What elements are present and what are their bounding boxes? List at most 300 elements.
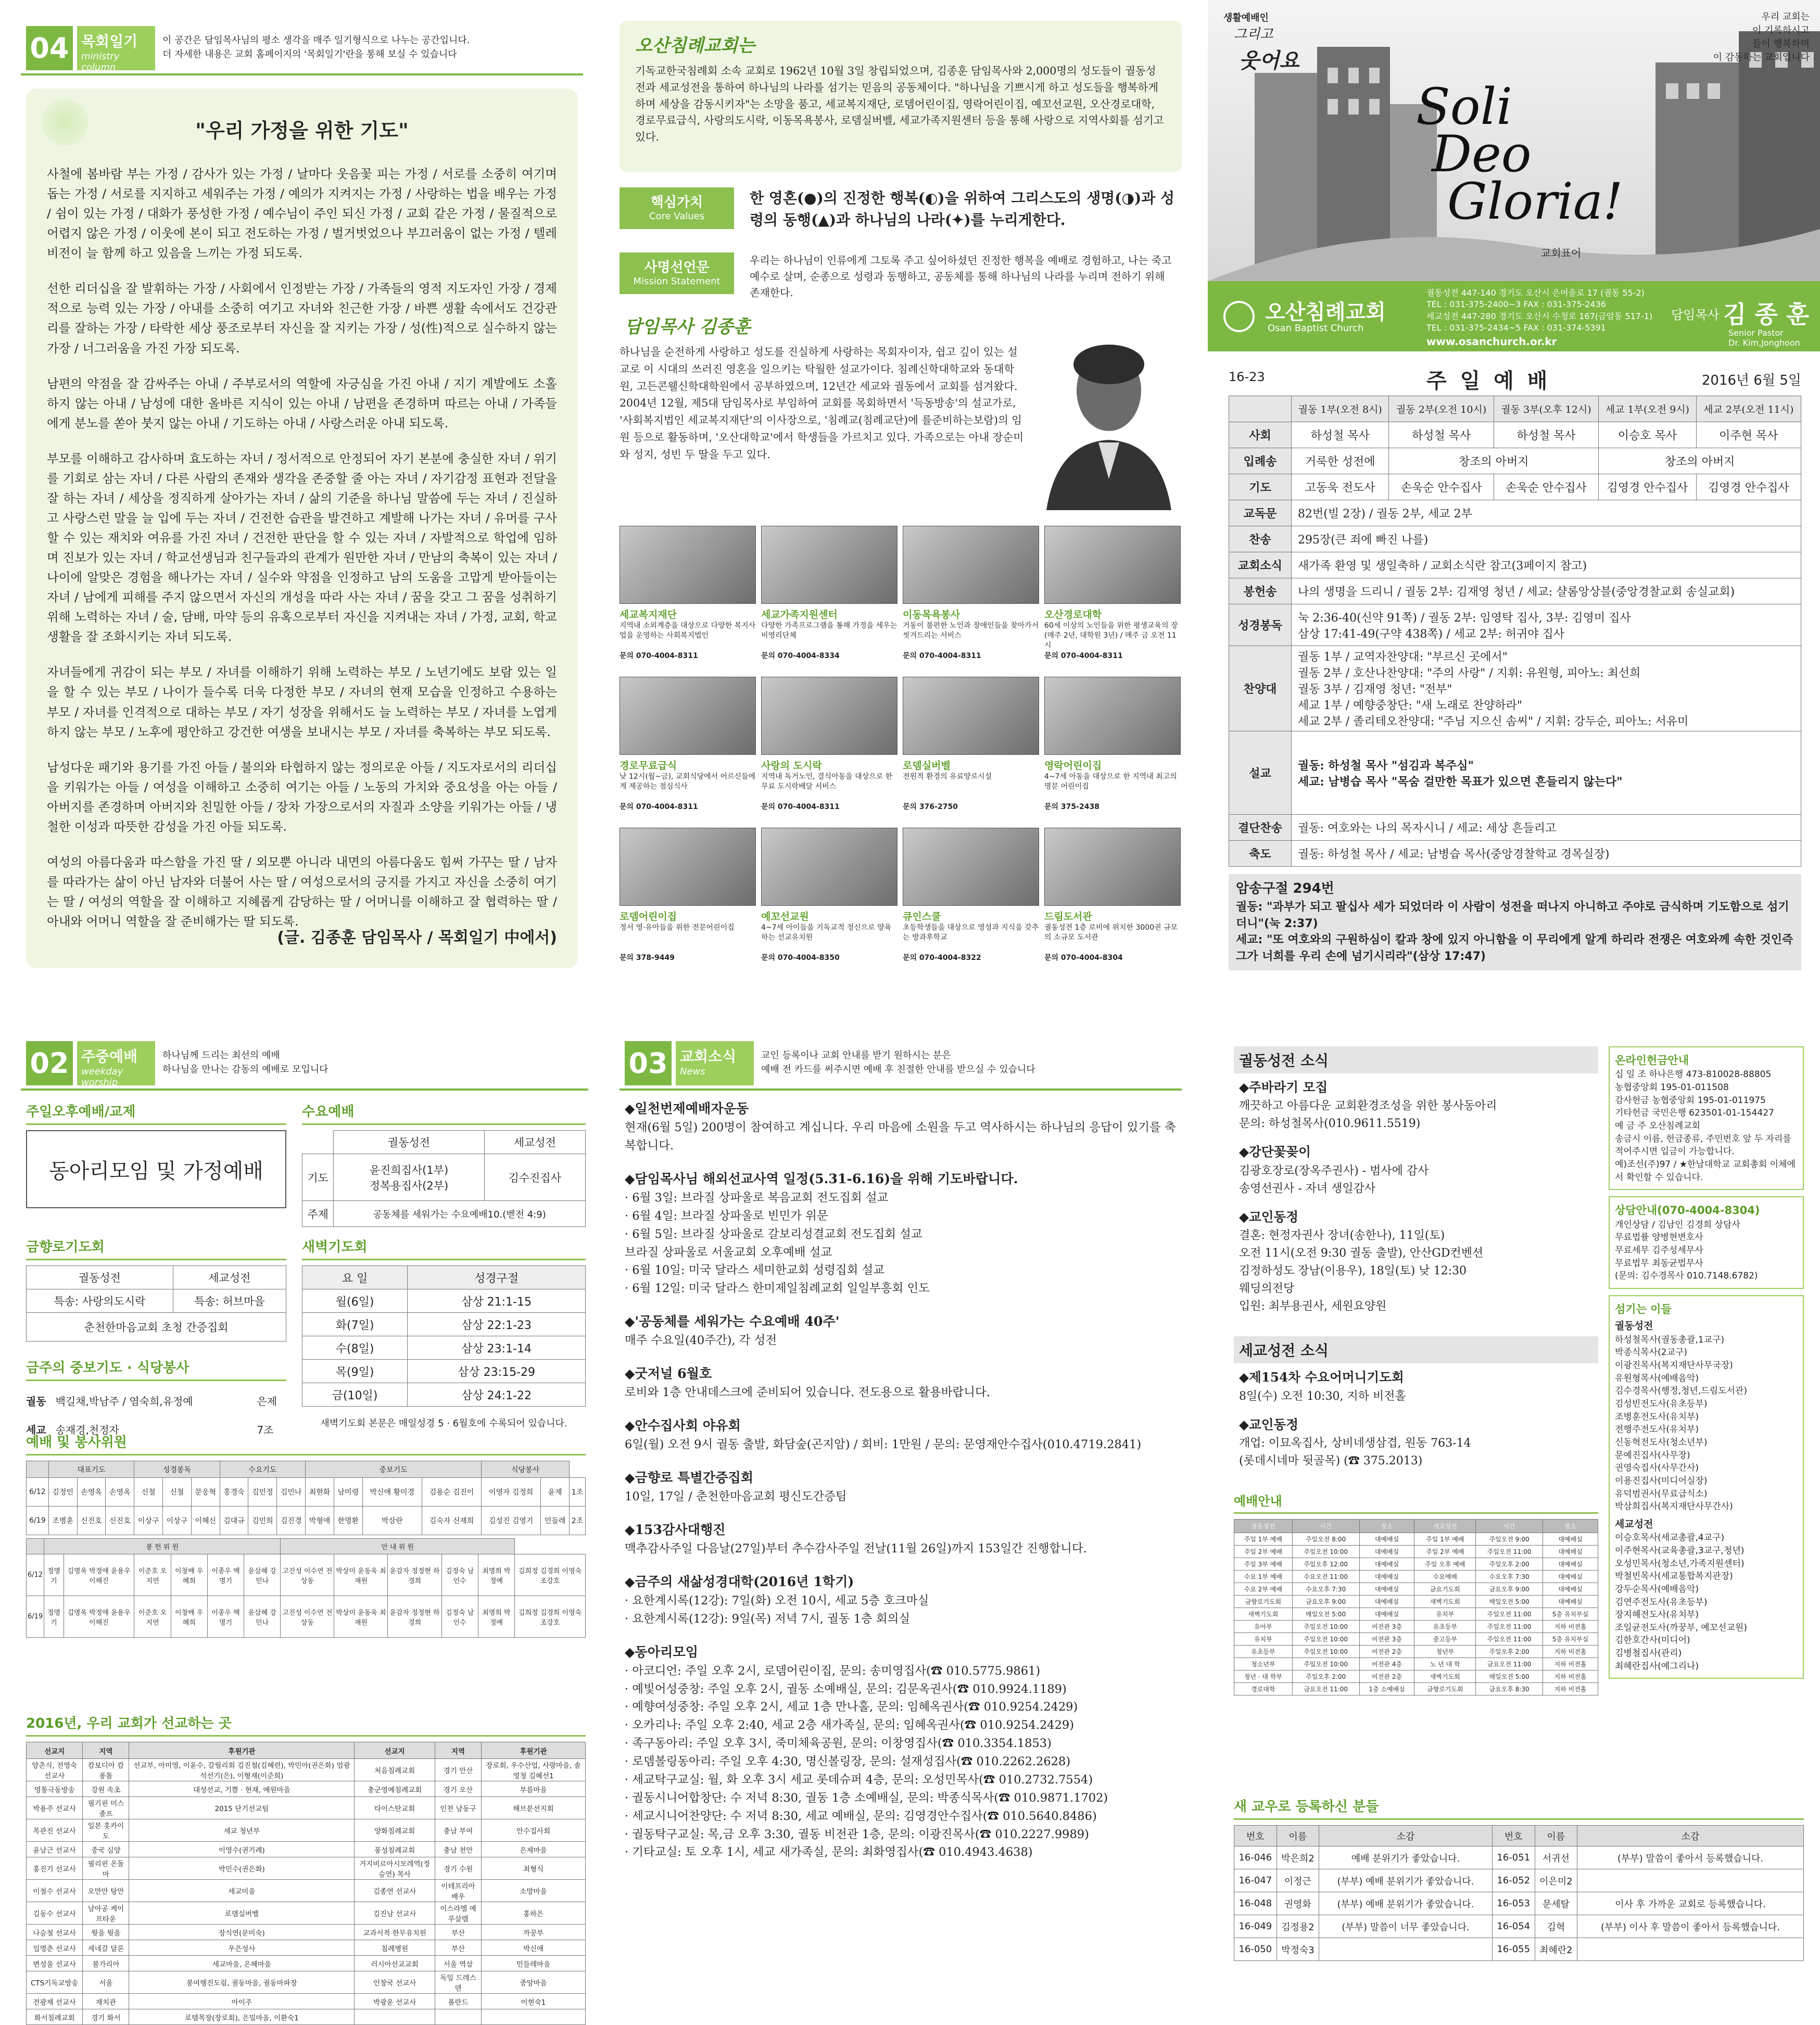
ministry-tel: 문의 070-4004-8311 bbox=[620, 652, 698, 660]
worship-row-label: 교회소식 bbox=[1229, 552, 1292, 578]
mission-cell: 세교 청년부 bbox=[129, 1819, 355, 1842]
online-offering-line: 감사헌금 농협중앙회 195-01-011975 bbox=[1615, 1095, 1766, 1106]
new-cell: (부부) 말씀이 좋아서 등록했습니다. bbox=[1577, 1846, 1804, 1869]
usher-cell: 정명기 bbox=[44, 1554, 64, 1596]
page-02-number: 02 bbox=[26, 1041, 73, 1085]
wednesday-worship bbox=[302, 1101, 586, 1227]
usher-cell: 최명희 박정예 bbox=[478, 1596, 514, 1638]
worship-row bbox=[1229, 500, 1801, 526]
dawn-prayer bbox=[302, 1236, 586, 1429]
times-cell: 수요 1부 예배 bbox=[1234, 1571, 1293, 1583]
staff-gd-line: 문예진집사(사무장) bbox=[1615, 1450, 1690, 1461]
mission-fields bbox=[26, 1713, 586, 2025]
new-cell: (부부) 이사 후 말씀이 좋아서 등록했습니다. bbox=[1577, 1915, 1804, 1938]
times-row bbox=[1234, 1596, 1598, 1608]
times-cell: 수요오전 11:00 bbox=[1292, 1571, 1359, 1583]
times-cell: 주일오후 2:00 bbox=[1476, 1646, 1543, 1658]
ministry-name: 드림도서관 bbox=[1044, 911, 1092, 922]
memory-verse-1: 궐동: "과부가 되고 팔십사 세가 되었더라 이 사람이 성전을 떠나지 아니하고 주야로 금식하며 기도함으로 섬기더니"(눅 2:37) bbox=[1236, 900, 1789, 930]
times-cell: 대예배실 bbox=[1359, 1558, 1414, 1571]
ministry-tel: 문의 070-4004-8350 bbox=[761, 954, 840, 962]
times-head: 장소 bbox=[1543, 1520, 1598, 1533]
worship-row-label: 찬송 bbox=[1229, 526, 1292, 552]
usher-cell: 정명기 bbox=[44, 1596, 64, 1638]
page-03-desc-1: 교인 등록이나 교회 안내를 받기 원하시는 분은 bbox=[761, 1050, 951, 1061]
mission-row bbox=[27, 1781, 586, 1797]
new-cell: 16-046 bbox=[1234, 1846, 1277, 1869]
new-row bbox=[1234, 1846, 1804, 1869]
ministry-photo bbox=[903, 677, 1039, 755]
times-cell: 수요 2부 예배 bbox=[1234, 1583, 1293, 1596]
intercession-gd-label: 궐동 bbox=[26, 1395, 46, 1408]
staff-sg-line: 이승호목사(세교총괄,4교구) bbox=[1615, 1533, 1725, 1543]
mission-head: 후원기관 bbox=[129, 1742, 355, 1759]
new-cell: 문세탈 bbox=[1535, 1892, 1577, 1915]
new-cell: 16-052 bbox=[1492, 1869, 1535, 1892]
news-item-title: ◆동아리모임 bbox=[625, 1643, 699, 1660]
staff-sg-line: 조일균전도사(까꿍부, 예꼬선교원) bbox=[1615, 1622, 1747, 1633]
times-cell: 유아부 bbox=[1234, 1621, 1293, 1633]
worship-row bbox=[1229, 731, 1801, 815]
times-cell: 주일 2부 예배 bbox=[1414, 1546, 1476, 1558]
church-introduction bbox=[620, 21, 1184, 979]
new-cell: 박정숙3 bbox=[1276, 1938, 1319, 1961]
mission-text: 우리는 하나님이 인류에게 그토록 주고 싶어하셨던 진정한 행복을 예배로 경험하고, 나는 죽고 예수로 살며, 순종으로 성령과 동행하고, 공동체를 통해 하나님의 나라를 누리며 전하기 위해 존재한다. bbox=[750, 254, 1172, 299]
worship-row-label: 교독문 bbox=[1229, 500, 1292, 526]
times-cell: 금요오후 9:00 bbox=[1292, 1596, 1359, 1608]
column-paragraph: 남성다운 패기와 용기를 가진 아들 / 불의와 타협하지 않는 정의로운 아들 / 지도자로서의 리더십을 키워가는 아들 / 여성을 이해하고 소중히 여기는 아들 / 노동의 가치와 중요성을 아는 아들 / 아버지를 존경하며 아버지와 친밀한 아들 / 장차 가장으로서의 자질과 소양을 키워가는 아들 / 냉철한 이성과 따뜻한 감성을 가진 아들 되도록. bbox=[47, 760, 557, 834]
worship-col-head: 궐동 1부(오전 8시) bbox=[1292, 396, 1389, 422]
dawn-row bbox=[302, 1383, 586, 1407]
new-members-title: 새 교우로 등록하신 분들 bbox=[1234, 1796, 1804, 1820]
new-cell bbox=[1577, 1869, 1804, 1892]
worship-row bbox=[1229, 646, 1801, 731]
duty-cell: 박형애 bbox=[306, 1507, 334, 1535]
duty-cell: 2조 bbox=[570, 1507, 586, 1535]
ministry-name: 로뎀실버벨 bbox=[903, 760, 951, 771]
news-item-line: 웨딩의전당 bbox=[1239, 1282, 1295, 1296]
mission-row bbox=[27, 1797, 586, 1819]
cover-soli: Soli bbox=[1416, 78, 1512, 136]
wed-theme-label: 주제 bbox=[302, 1201, 334, 1227]
times-cell: 주일오전 10:00 bbox=[1292, 1621, 1359, 1633]
cover-motto-1: 생활예배인 bbox=[1223, 12, 1269, 23]
ministry-photo bbox=[1044, 828, 1181, 906]
news-item bbox=[625, 1642, 1182, 1862]
staff-gd-line: 박삼희집사(복지재단사무간사) bbox=[1615, 1501, 1733, 1512]
guide-head: 안 내 위 원 bbox=[281, 1539, 515, 1554]
times-row bbox=[1234, 1608, 1598, 1621]
mission-cell: 뭣을 뭣을 bbox=[83, 1925, 129, 1940]
usher-cell: 김명옥 박정애 윤용우 이해진 bbox=[64, 1554, 134, 1596]
usher-cell: 윤삼혜 강민나 bbox=[244, 1554, 281, 1596]
times-cell: 주일 1부 예배 bbox=[1414, 1533, 1476, 1546]
mission-label-en: Mission Statement bbox=[633, 276, 721, 287]
ministry-desc: 전원적 환경의 유료양로시설 bbox=[903, 773, 992, 781]
times-cell: 주일 1부 예배 bbox=[1234, 1533, 1293, 1546]
mission-fields-table bbox=[26, 1742, 586, 2025]
worship-line: 궐동 1부 / 교역자찬양대: "부르신 곳에서" bbox=[1298, 651, 1508, 664]
mission-cell: 강원 속초 bbox=[83, 1781, 129, 1797]
news-item-line: · 6월 10일: 미국 달라스 세미한교회 성령집회 설교 bbox=[625, 1263, 884, 1277]
mission-head-row bbox=[27, 1742, 586, 1759]
gd-news-list bbox=[1234, 1073, 1598, 1329]
mission-cell: 부름마을 bbox=[482, 1781, 586, 1797]
times-row bbox=[1234, 1583, 1598, 1596]
staff-gd-line: 박종식목사(2교구) bbox=[1615, 1347, 1688, 1358]
news-item-line: · 요한계시록(12강): 9일(목) 저녁 7시, 궐동 1층 회의실 bbox=[625, 1612, 911, 1626]
news-item-line: 매주 수요일(40주간), 각 성전 bbox=[625, 1334, 777, 1348]
times-cell: 금향로기도회 bbox=[1414, 1683, 1476, 1695]
pastor-photo bbox=[1036, 333, 1182, 510]
worship-row bbox=[1229, 474, 1801, 500]
mission-cell: 남아공 케이프타운 bbox=[83, 1902, 129, 1925]
worship-cell: 창조의 아버지 bbox=[1599, 448, 1801, 474]
duty-cell: 김성진 김영기 bbox=[482, 1507, 541, 1535]
mission-cell: 아이주 bbox=[129, 1994, 355, 2009]
mission-cell: 김동수 선교사 bbox=[27, 1902, 83, 1925]
mission-cell: 로뎀실버벨 bbox=[129, 1902, 355, 1925]
tel-1: TEL : 031-375-2400~3 FAX : 031-375-2436 bbox=[1426, 299, 1606, 310]
ministry-card bbox=[1044, 677, 1181, 822]
times-cell: 금요오전 11:00 bbox=[1476, 1658, 1543, 1670]
ministry-desc: 4~7세 아동을 대상으로 한 지역내 최고의 명문 어린이집 bbox=[1044, 773, 1177, 791]
duty-head: 수요기도 bbox=[220, 1461, 305, 1478]
worship-line: 295장(큰 죄에 빠진 나를) bbox=[1298, 534, 1429, 547]
new-head-row bbox=[1234, 1826, 1804, 1846]
ministry-name: 사랑의 도시락 bbox=[761, 760, 822, 771]
memory-verse-box bbox=[1229, 874, 1801, 970]
news-item-line: 현재(6월 5일) 200명이 참여하고 계십니다. 우리 마음에 소원을 두고 역사하시는 하나님의 응답이 있기를 축복합니다. bbox=[625, 1121, 1176, 1153]
new-head: 번호 bbox=[1492, 1826, 1535, 1846]
column-paragraphs bbox=[47, 164, 557, 931]
new-cell: 박은희2 bbox=[1276, 1846, 1319, 1869]
online-offering-line: 십 일 조 하나은행 473-810028-88805 bbox=[1615, 1069, 1772, 1080]
times-cell: 비전관 3층 bbox=[1359, 1633, 1414, 1646]
worship-row bbox=[1229, 841, 1801, 867]
news-item-line: 결혼: 현정자권사 장녀(송한나), 11일(토) bbox=[1239, 1229, 1445, 1242]
mission-cell: 이테프리아 배우 bbox=[435, 1880, 481, 1902]
staff-sg-line: 강두순목사(예배음악) bbox=[1615, 1584, 1699, 1594]
worship-cell: 손욱순 안수집사 bbox=[1389, 474, 1494, 500]
times-cell: 금요오후 8:30 bbox=[1476, 1683, 1543, 1695]
mission-row bbox=[27, 1956, 586, 1971]
mission-cell: 처음침례교회 bbox=[355, 1759, 435, 1781]
duty-cell: 박삼란 bbox=[362, 1507, 422, 1535]
intercession-title: 금주의 중보기도 · 식당봉사 bbox=[26, 1357, 286, 1381]
sunday-afternoon-title: 주일오후예배/교제 bbox=[26, 1101, 286, 1125]
news-item-line: · 요한계시록(12강): 7일(화) 오전 10시, 세교 5층 호크마실 bbox=[625, 1593, 929, 1608]
staff-gd-line: 이광진목사(복지재단사무국장) bbox=[1615, 1360, 1733, 1371]
times-cell: 유치부 bbox=[1234, 1633, 1293, 1646]
new-cell: 16-055 bbox=[1492, 1938, 1535, 1961]
times-cell: 1층 소예배실 bbox=[1359, 1683, 1414, 1695]
staff-sg-line: 김병철집사(관리) bbox=[1615, 1648, 1682, 1659]
mission-cell: 이영수(권기례) bbox=[129, 1842, 355, 1857]
page-02-desc-2: 하나님을 만나는 감동의 예배로 모입니다 bbox=[162, 1064, 328, 1075]
new-cell: 이정근 bbox=[1276, 1869, 1319, 1892]
usher-cell: 윤감자 정정현 하경희 bbox=[388, 1596, 441, 1638]
duty-cell: 조병훈 bbox=[48, 1507, 77, 1535]
news-item-line: · 로뎀볼링동아리: 주일 오후 4:30, 명신볼링장, 문의: 설재성집사(☎ 010.2262.2628) bbox=[625, 1755, 1071, 1769]
ministry-photo bbox=[1044, 526, 1181, 604]
worship-cell-wide bbox=[1292, 604, 1801, 646]
service-times-title: 예배안내 bbox=[1234, 1491, 1598, 1514]
new-cell: 16-054 bbox=[1492, 1915, 1535, 1938]
new-row bbox=[1234, 1938, 1804, 1961]
column-title: "우리 가정을 위한 기도" bbox=[195, 119, 409, 142]
worship-row-label: 성경봉독 bbox=[1229, 604, 1292, 646]
duty-cell: 홍경숙 bbox=[220, 1478, 248, 1507]
news-item bbox=[1239, 1368, 1593, 1405]
times-cell: 금요기도회 bbox=[1414, 1583, 1476, 1596]
mission-cell: 경기 화서 bbox=[83, 2009, 129, 2025]
times-cell: 지하 비전홀 bbox=[1543, 1646, 1598, 1658]
worship-row bbox=[1229, 552, 1801, 578]
duty-cell: 1조 bbox=[570, 1478, 586, 1507]
duty-cell: 김숙자 신재희 bbox=[422, 1507, 481, 1535]
staff-gd-line: 김성빈전도사(유초등부) bbox=[1615, 1399, 1708, 1410]
new-cell: 김정용2 bbox=[1276, 1915, 1319, 1938]
ministry-desc: 정서 영·유아들을 위한 전문어린이집 bbox=[620, 923, 735, 932]
times-cell: 대예배실 bbox=[1359, 1596, 1414, 1608]
news-item bbox=[625, 1520, 1182, 1558]
mission-cell: 충남 천안 bbox=[435, 1842, 481, 1857]
news-item bbox=[625, 1467, 1182, 1506]
staff-gd-line: 신동혁전도사(청소년부) bbox=[1615, 1437, 1708, 1448]
usher-cell: 이종우 백명기 bbox=[207, 1554, 244, 1596]
worship-row-label: 찬양대 bbox=[1229, 646, 1292, 731]
new-row bbox=[1234, 1869, 1804, 1892]
ministry-photo bbox=[761, 677, 898, 755]
staff-box bbox=[1609, 1295, 1804, 1679]
new-cell: 최혜란2 bbox=[1535, 1938, 1577, 1961]
online-offering-line: 기타헌금 국민은행 623501-01-154427 bbox=[1615, 1108, 1774, 1119]
mission-cell: 충남 부여 bbox=[435, 1819, 481, 1842]
news-item-line: · 6월 5일: 브라질 상파울로 갈보리성결교회 전도집회 설교 bbox=[625, 1227, 922, 1241]
ministry-desc: 거동이 불편한 노인과 장애인들을 찾아가서 씻겨드리는 서비스 bbox=[903, 622, 1039, 640]
ministry-card bbox=[620, 677, 756, 822]
cover-right-line-3: 들이 행복하며 bbox=[1752, 39, 1810, 50]
campus-news bbox=[1234, 1046, 1598, 1695]
kitchen-gd: 은제 bbox=[257, 1395, 277, 1408]
times-row bbox=[1234, 1558, 1598, 1571]
times-row bbox=[1234, 1621, 1598, 1633]
page-02-desc-1: 하나님께 드리는 최선의 예배 bbox=[162, 1050, 280, 1061]
pastor-name-en bbox=[1728, 328, 1800, 348]
sidebar-info bbox=[1609, 1046, 1804, 1679]
times-cell: 비전관 4층 bbox=[1359, 1658, 1414, 1670]
times-cell: 주일오전 11:00 bbox=[1476, 1546, 1543, 1558]
times-cell: 새벽기도회 bbox=[1414, 1596, 1476, 1608]
duty-cell: 신진호 bbox=[106, 1507, 134, 1535]
news-item bbox=[625, 1098, 1182, 1155]
ministry-photo bbox=[1044, 677, 1181, 755]
pastor-portrait-icon bbox=[1036, 333, 1182, 510]
times-cell: 금요오후 9:00 bbox=[1476, 1583, 1543, 1596]
mission-cell: 이현숙1 bbox=[482, 1994, 586, 2009]
cover-illustration bbox=[1208, 0, 1820, 281]
staff-gd-line: 유원형목사(예배음악) bbox=[1615, 1373, 1699, 1384]
worship-line: 궐동: 하성철 목사 / 세교: 남병습 목사(중앙경찰학교 경목실장) bbox=[1298, 848, 1610, 861]
worship-title: 주 일 예 배 bbox=[1426, 369, 1551, 393]
worship-cell-wide bbox=[1292, 552, 1801, 578]
news-item-line: · 궐동시니어합창단: 수 저녁 8:30, 궐동 1층 소예배실, 문의: 박종식목사(☎ 010.9871.1702) bbox=[625, 1791, 1108, 1805]
church-logo-icon bbox=[1223, 301, 1255, 332]
dawn-cell: 월(6일) bbox=[302, 1289, 408, 1313]
usher-head: 봉 헌 위 원 bbox=[44, 1539, 281, 1554]
usher-cell: 이창배 우혜희 bbox=[171, 1554, 207, 1596]
ministry-tel: 문의 070-4004-8311 bbox=[1044, 652, 1123, 660]
ministry-card bbox=[1044, 526, 1181, 672]
intercession-gd: 백길채,박남주 / 염숙희,유정예 bbox=[55, 1395, 193, 1408]
duty-cell: 김민희 bbox=[248, 1507, 277, 1535]
worship-cell: 하성철 목사 bbox=[1292, 422, 1389, 448]
duty-cell: 이상구 bbox=[134, 1507, 163, 1535]
worship-row-label: 설교 bbox=[1229, 731, 1292, 815]
core-values-label-box bbox=[620, 187, 734, 229]
usher-head-row bbox=[27, 1539, 586, 1554]
worship-cell: 하성철 목사 bbox=[1389, 422, 1494, 448]
new-head: 번호 bbox=[1234, 1826, 1277, 1846]
page-04-label-box bbox=[77, 26, 155, 73]
news-item-title: ◆'공동체를 세워가는 수요예배 40주' bbox=[625, 1313, 840, 1330]
usher-cell: 김정숙 남인수 bbox=[441, 1596, 478, 1638]
usher-cell: 고진성 이수연 전상동 bbox=[281, 1554, 334, 1596]
ministry-name: 영락어린이집 bbox=[1044, 760, 1102, 771]
times-cell: 수요오후 7:30 bbox=[1476, 1571, 1543, 1583]
new-cell: 16-049 bbox=[1234, 1915, 1277, 1938]
mission-row bbox=[27, 1759, 586, 1781]
dawn-cell: 삼상 24:1-22 bbox=[408, 1383, 586, 1407]
page-04-label: 목회일기 bbox=[81, 33, 138, 50]
news-item bbox=[1239, 1078, 1593, 1133]
worship-order bbox=[1229, 364, 1801, 970]
core-values-text: 한 영혼(●)의 진정한 행복(◐)을 위하여 그리스도의 생명(◑)과 성령의 동행(▲)과 하나님의 나라(✦)를 누리게한다. bbox=[750, 189, 1175, 229]
news-item-title: ◆담임목사님 해외선교사역 일정(5.31-6.16)을 위해 기도바랍니다. bbox=[625, 1170, 1018, 1186]
new-row bbox=[1234, 1892, 1804, 1915]
staff-sg-list bbox=[1615, 1532, 1798, 1673]
dawn-title: 새벽기도회 bbox=[302, 1236, 586, 1260]
service-times-table bbox=[1234, 1519, 1598, 1695]
mission-cell: 경기 수원 bbox=[435, 1857, 481, 1880]
mission-cell: 은제마을 bbox=[482, 1842, 586, 1857]
staff-sg-line: 김한호간사(미디어) bbox=[1615, 1635, 1690, 1646]
mission-cell: 세교미을 bbox=[129, 1880, 355, 1902]
times-cell: 주일오후 12:00 bbox=[1292, 1558, 1359, 1571]
intro-title: 오산침례교회는 bbox=[635, 35, 755, 56]
duty-corner bbox=[27, 1461, 49, 1478]
news-item-line: 브라질 상파울로 서울교회 오후예배 설교 bbox=[625, 1245, 832, 1259]
page-02-description bbox=[162, 1048, 328, 1077]
mission-row bbox=[27, 1902, 586, 1925]
mission-head: 선교지 bbox=[355, 1742, 435, 1759]
times-cell: 대예배실 bbox=[1543, 1533, 1598, 1546]
new-cell bbox=[1319, 1938, 1493, 1961]
online-offering-line: 농협중앙회 195-01-011508 bbox=[1615, 1082, 1729, 1093]
cover-right-line-4: 이 감동하는 교회입니다 bbox=[1713, 52, 1810, 64]
staff-gd-line: 김수경목사(행정,청년,드림도서관) bbox=[1615, 1386, 1747, 1397]
wed-theme: 공동체를 세워가는 수요예배10.(벧전 4:9) bbox=[334, 1201, 586, 1227]
times-head-row bbox=[1234, 1520, 1598, 1533]
mission-cell: 중국 심양 bbox=[83, 1842, 129, 1857]
new-members bbox=[1234, 1796, 1804, 1961]
mission-cell: 침례병원 bbox=[355, 1940, 435, 1956]
page-03-label: 교회소식 bbox=[680, 1048, 737, 1065]
duty-cell: 신철 bbox=[163, 1478, 192, 1507]
news-item bbox=[625, 1169, 1182, 1298]
new-cell: 서귀선 bbox=[1535, 1846, 1577, 1869]
worship-head-corner bbox=[1229, 396, 1292, 422]
news-item-line: 8일(수) 오전 10:30, 지하 비전홀 bbox=[1239, 1389, 1406, 1403]
ministry-name: 세교가족지원센터 bbox=[761, 609, 838, 621]
worship-cell-wide bbox=[1292, 731, 1801, 815]
ministry-photo bbox=[903, 526, 1039, 604]
mission-cell: 나승철 선교사 bbox=[27, 1925, 83, 1940]
mission-row bbox=[27, 1819, 586, 1842]
new-row bbox=[1234, 1915, 1804, 1938]
worship-row-label: 사회 bbox=[1229, 422, 1292, 448]
usher-cell: 김명옥 박정애 윤용우 이해진 bbox=[64, 1596, 134, 1638]
ministry-tel: 문의 070-4004-8311 bbox=[903, 652, 981, 660]
news-item-line: 로비와 1층 안내데스크에 준비되어 있습니다. 전도용으로 활용바랍니다. bbox=[625, 1386, 990, 1400]
usher-cell: 이준호 오지연 bbox=[134, 1554, 171, 1596]
new-head: 이름 bbox=[1535, 1826, 1577, 1846]
pastor-name: 김 종 훈 bbox=[1723, 300, 1810, 328]
mission-cell: 양화침례교회 bbox=[355, 1819, 435, 1842]
pastor-en-1: Senior Pastor bbox=[1728, 328, 1784, 338]
duty-cell: 김진경 bbox=[277, 1507, 306, 1535]
column-paragraph: 사철에 봄바람 부는 가정 / 감사가 있는 가정 / 날마다 웃음꽃 피는 가정 / 서로를 소중히 여기며 돕는 가정 / 서로를 지지하고 세워주는 가정 / 예의가 지켜지는 가정 / 사랑하는 법을 배우는 가정 / 쉼이 있는 가정 / 대화가 풍성한 가정 / 예수님이 주인 되신 가정 / 교회 같은 가정 / 물질적으로 어렵지 않은 가정 / 이웃에 본이 되고 전도하는 가정 / 벌거벗었으나 부끄러움이 없는 가정 / 텔레비전이 늘 함께 하고 있음을 느끼는 가정 되도록. bbox=[47, 167, 557, 261]
mission-cell: 우은성사 bbox=[129, 1940, 355, 1956]
mission-cell: 재치관 bbox=[83, 1994, 129, 2009]
mission-cell: 홍진기 선교사 bbox=[27, 1857, 83, 1880]
pastor-title: 담임목사 김종훈 bbox=[625, 317, 751, 337]
dawn-cell: 삼상 23:1-14 bbox=[408, 1336, 586, 1360]
dawn-table bbox=[302, 1265, 586, 1407]
times-cell: 주일오전 8:00 bbox=[1292, 1533, 1359, 1546]
mission-row bbox=[27, 2009, 586, 2025]
kitchen-sg: 7조 bbox=[257, 1424, 274, 1436]
ministry-photo bbox=[620, 677, 756, 755]
fri-cell-sg: 특송: 허브마을 bbox=[173, 1289, 286, 1313]
church-website[interactable]: www.osanchurch.or.kr bbox=[1426, 335, 1557, 348]
mission-cell: 장로회, 우수산업, 사랑마을, 솔영청 김혜선1 bbox=[482, 1759, 586, 1781]
staff-sg-line: 오성민목사(청소년,가족지원센터) bbox=[1615, 1558, 1745, 1569]
worship-cell-wide bbox=[1292, 646, 1801, 731]
page-04-header bbox=[21, 21, 583, 75]
page-02-label: 주중예배 bbox=[81, 1048, 138, 1065]
ministry-card bbox=[903, 677, 1039, 822]
mission-cell: 세교마을, 은혜마을 bbox=[129, 1956, 355, 1971]
times-cell: 새벽기도회 bbox=[1414, 1670, 1476, 1683]
duty-head: 식당봉사 bbox=[482, 1461, 570, 1478]
counsel-box bbox=[1609, 1196, 1804, 1289]
times-row bbox=[1234, 1683, 1598, 1695]
ministry-name: 예꼬선교원 bbox=[761, 911, 809, 922]
mission-cell: 부산 bbox=[435, 1940, 481, 1956]
intro-body: 기독교한국침례회 소속 교회로 1962년 10월 3일 창립되었으며, 김종훈 담임목사와 2,000명의 성도들이 궐동성전과 세교성전을 통하여 하나님의 나라를 섬기는 믿음의 공동체이다. "하나님을 기쁘시게 하고 성도들을 행복하게 하며 세상을 감동시키자"는 소망을 품고, 세교복지재단, 로뎀어린이집, 영락어린이집, 예꼬선교원, 오산경로대학, 경로무료급식, 사랑의도시락, 이동목욕봉사, 로뎀실버벨, 세교가족지원센터 등을 통해 사랑으로 지역사회를 섬기고 있다. bbox=[635, 65, 1164, 144]
cover-motto-sub: 교회표어 bbox=[1541, 247, 1582, 259]
worship-cell: 이승호 목사 bbox=[1599, 422, 1696, 448]
page-04-label-en: ministry column bbox=[81, 51, 120, 73]
mission-cell: 필기핀 미스졸프 bbox=[83, 1797, 129, 1819]
staff-gd-line: 유덕범권사(무료급식소) bbox=[1615, 1488, 1708, 1499]
news-item-title: ◆교인동정 bbox=[1239, 1209, 1299, 1224]
duty-cell: 손영옥 bbox=[77, 1478, 106, 1507]
ministry-desc: 지역내 소외계층을 대상으로 다양한 복지사업을 운영하는 사회복지법인 bbox=[620, 622, 756, 640]
worship-cell: 창조의 아버지 bbox=[1389, 448, 1599, 474]
